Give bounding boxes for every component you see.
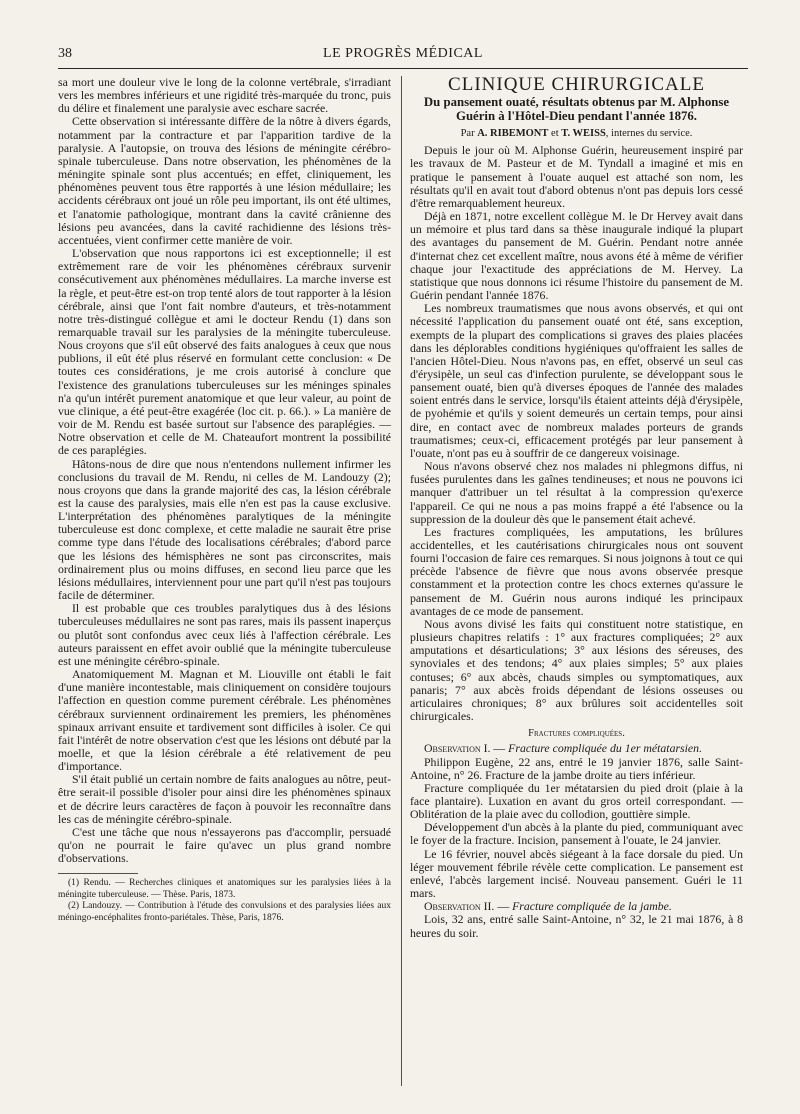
byline [410, 127, 743, 140]
article-title: Du pansement ouaté, résultats obtenus par M. Alphonse Guérin à l'Hôtel-Dieu pendant l'année 1876. [423, 95, 730, 124]
paragraph: Nous n'avons observé chez nos malades ni phlegmons diffus, ni fusées purulentes dans les gaînes tendineuses; et nous ne pouvons ici manquer d'attribuer un tel résultat à la compression qu'exerce l'appareil. Ce qui ne nous a pas moins frappé a été l'absence ou la suppression de la douleur dès que le pansement était achevé. [410, 459, 743, 526]
paragraph: Anatomiquement M. Magnan et M. Liouville ont établi le fait d'une manière incontestable, mais cliniquement on considère toujours l'affection en question comme purement cérébrale. Les phénomènes cérébraux surviennent ordinairement les premiers, les phénomènes spinaux arrivant ensuite et tardivement sont difficiles à isoler. Ce qui fait l'intérêt de notre observation c'est que les lésions ont débuté par la moelle, et que la lésion cérébrale a été relativement de peu d'importance. [58, 667, 391, 774]
byline-suffix: , internes du service. [605, 128, 693, 140]
column-divider [401, 76, 402, 1086]
byline-joiner: et [551, 128, 559, 140]
paragraph: Déjà en 1871, notre excellent collègue M. le Dr Hervey avait dans un mémoire et plus tard dans sa thèse inaugurale indiqué la plupart des avantages du pansement de M. Guérin. Pendant notre année d'internat chez cet excellent maître, nous avons été à même de vérifier chaque jour l'exactitude des appréciations de M. Hervey. La statistique que nous donnons ici résume l'histoire du pansement de M. Guérin pendant l'année 1876. [410, 209, 743, 303]
subheading: Fractures compliquées. [528, 728, 625, 740]
paragraph: Fracture compliquée du 1er métatarsien du pied droit (plaie à la face plantaire). Luxation en avant du gros orteil correspondant. — Oblitération de la plaie avec du collodion, gouttière simple. [410, 780, 743, 822]
observation-label: Observation II. [424, 899, 495, 914]
page-header [58, 46, 748, 66]
paragraph: S'il était publié un certain nombre de faits analogues au nôtre, peut-être serait-il possible d'isoler pour ainsi dire les phénomènes spinaux et de décrire leurs caractères de façon à pouvoir les reconnaître dans les cas de méningite cérébro-spinale. [58, 772, 391, 826]
footnote-rule [58, 873, 138, 874]
observation-heading: Observation I. — Fracture compliquée du 1er métatarsien. [424, 741, 703, 756]
paragraph: Philippon Eugène, 22 ans, entré le 19 janvier 1876, salle Saint-Antoine, n° 26. Fracture de la jambe droite au tiers inférieur. [410, 754, 743, 782]
paragraph: L'observation que nous rapportons ici est exceptionnelle; il est extrêmement rare de voir les phénomènes cérébraux survenir consécutivement aux phénomènes médullaires. La marche inverse est la règle, et peut-être est-on trop tenté alors de tout rapporter à la lésion cérébrale, ainsi que l'ont fait nombre d'auteurs, et très-notamment notre très-distingué collègue et ami le docteur Rendu (1) dans son remarquable travail sur les paralysies de la méningite tuberculeuse. Nous croyons que s'il eût observé des faits analogues à ceux que nous publions, il eût été plus réservé en formulant cette conclusion: « De toutes ces considérations, je me crois autorisé à conclure que l'existence des granulations tuberculeuses sur les méninges spinales n'a qu'un intérêt purement anatomique et que leur valeur, au point de vue clinique, a été peut-être exagérée (loc cit. p. 66.). » La manière de voir de M. Rendu est basée surtout sur l'absence des paraplégies. — Notre observation et celle de M. Chateaufort montrent la possibilité de ces paraplégies. [58, 246, 391, 458]
section-title: CLINIQUE CHIRURGICALE [448, 74, 705, 95]
paragraph: Le 16 février, nouvel abcès siégeant à la face dorsale du pied. Un léger mouvement fébrile révèle cette complication. Le pansement est enlevé, l'abcès largement incisé. Nouveau pansement. Guéri le 11 mars. [410, 846, 743, 901]
left-column [58, 76, 391, 924]
observation-heading: Observation II. — Fracture compliquée de la jambe. [424, 899, 672, 914]
paragraph: Développement d'un abcès à la plante du pied, communiquant avec le foyer de la fracture. Incision, pansement à l'ouate, le 24 janvier. [410, 820, 743, 848]
byline-prefix: Par [460, 128, 475, 140]
paragraph: Depuis le jour où M. Alphonse Guérin, heureusement inspiré par les travaux de M. Pasteur et de M. Tyndall a imaginé et mis en pratique le pansement à l'ouate auquel est attaché son nom, les résultats qu'il en avait tout d'abord obtenus n'ont pas depuis lors cessé d'être remarquablement heureux. [410, 143, 743, 210]
observation-title: Fracture compliquée de la jambe. [512, 899, 672, 914]
observation-label: Observation I. [424, 741, 491, 756]
right-column [410, 76, 743, 940]
paragraph: Les nombreux traumatismes que nous avons observés, et qui ont nécessité l'application du pansement ouaté ont été, sans exception, exempts de la plupart des complications si graves des plaies placées dans les déplorables conditions hygiéniques qu'offraient les salles de l'ancien Hôtel-Dieu. Nous n'avons pas, en effet, observé un seul cas d'érysipèle, un seul cas d'infection purulente, se développant sous le pansement ouaté, bien qu'à diverses époques de l'année des malades soient entrés dans le service, lorsqu'ils étaient atteints déjà d'érysipèle, de pyohémie et qu'ils y soient demeurés un certain temps, pour ainsi dire, en contact avec de nombreux malades porteurs de grands traumatismes; ceux-ci, efficacement protégés par leur pansement à l'ouate, n'ont pas eu à souffrir de ce dangereux voisinage. [410, 301, 743, 460]
paragraph: Hâtons-nous de dire que nous n'entendons nullement infirmer les conclusions du travail de M. Rendu, ni celles de M. Landouzy (2); nous croyons que dans la grande majorité des cas, la lésion cérébrale est la cause des paralysies, mais elle n'en est pas la cause exclusive. L'interprétation des phénomènes paralytiques de la méningite tuberculeuse est donc complexe, et cette maladie ne saurait être prise comme type dans l'étude des localisations cérébrales; d'abord parce que les lésions des hémisphères ne sont pas circonscrites, mais ordinairement plus ou moins diffuses, en second lieu parce que les lésions médullaires, interviennent pour une part qu'il n'est pas toujours facile de déterminer. [58, 456, 391, 603]
author-name: T. WEISS [561, 128, 606, 140]
footnote: (2) Landouzy. — Contribution à l'étude des convulsions et des paralysies liées aux méningo-encéphalites fronto-pariétales. Thèse, Paris, 1876. [58, 901, 391, 923]
page-number: 38 [58, 46, 72, 61]
author-name: A. RIBEMONT [477, 128, 549, 140]
paragraph: Cette observation si intéressante diffère de la nôtre à divers égards, notamment par la contracture et par l'apparition tardive de la paralysie. A l'autopsie, on trouva des lésions de méningite cérébro-spinale tuberculeuse. Dans notre observation, les phénomènes de la méningite spinale sont plus accentués; en effet, cliniquement, les phénomènes peuvent tous être rapportés à une lésion médullaire; les accidents cérébraux ont joué un rôle peu important, ils ont été ultimes, et l'anatomie pathologique, montrant dans la cavité crânienne des lésions peu avancées, dans la cavité rachidienne des lésions très-accentuées, vient confirmer cette manière de voir. [58, 114, 391, 247]
paragraph: sa mort une douleur vive le long de la colonne vertébrale, s'irradiant vers les membres inférieurs et une rigidité très-marquée du tronc, puis du délire et finalement une paralysie avec eschare sacrée. [58, 75, 391, 116]
paragraph: C'est une tâche que nous n'essayerons pas d'accomplir, persuadé qu'on ne pourrait le faire qu'avec un plus grand nombre d'observations. [58, 824, 391, 866]
paragraph: Il est probable que ces troubles paralytiques dus à des lésions tuberculeuses médullaires ne sont pas rares, mais ils passent inaperçus ou plutôt sont confondus avec ceux liés à l'affection cérébrale. Les auteurs paraissent en effet avoir oublié que la méningite tuberculeuse est une méningite cérébro-spinale. [58, 601, 391, 668]
paragraph: Nous avons divisé les faits qui constituent notre statistique, en plusieurs chapitres relatifs : 1° aux fractures compliquées; 2° aux amputations et désarticulations; 3° aux lésions des séreuses, des synoviales et des tendons; 4° aux plaies simples; 5° aux plaies contuses; 6° aux abcès, chauds simples ou symptomatiques, aux panaris; 7° aux abcès froids dépendant de lésions osseuses ou articulaires chroniques; 8° aux brûlures soit accidentelles soit chirurgicales. [410, 616, 743, 724]
footnote: (1) Rendu. — Recherches cliniques et anatomiques sur les paralysies liées à la méningite tuberculeuse. — Thèse. Paris, 1873. [58, 878, 391, 900]
journal-title: LE PROGRÈS MÉDICAL [323, 46, 483, 61]
observation-title: Fracture compliquée du 1er métatarsien. [508, 741, 703, 756]
paragraph: Les fractures compliquées, les amputations, les brûlures accidentelles, et les cautérisations chirurgicales nous ont souvent fourni l'occasion de faire ces remarques. Si nous joignons à tout ce qui précède l'absence de fièvre que nous avons observée presque constamment et la protection contre les chocs externes qu'assure le pansement de M. Guérin nous aurons indiqué les principaux avantages de ce mode de pansement. [410, 524, 743, 618]
header-rule [58, 68, 748, 69]
paragraph: Lois, 32 ans, entré salle Saint-Antoine, n° 32, le 21 mai 1876, à 8 heures du soir. [410, 912, 743, 940]
